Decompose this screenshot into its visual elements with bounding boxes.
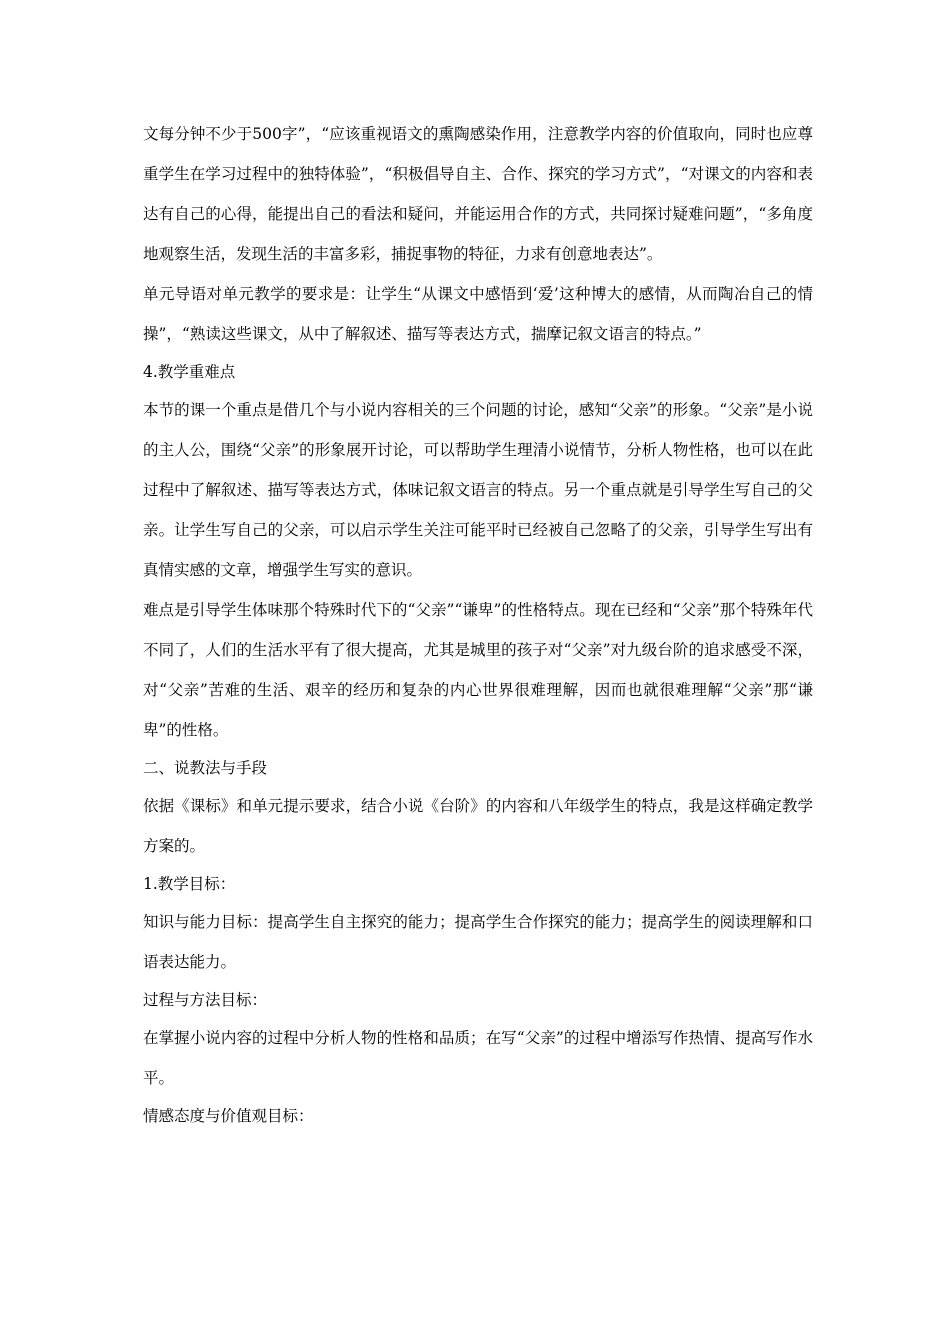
paragraph-teaching-plan-basis: 依据《课标》和单元提示要求，结合小说《台阶》的内容和八年级学生的特点，我是这样确定教学方案的。 [143, 797, 813, 855]
document-body [143, 114, 813, 1134]
heading-process-method-goals: 过程与方法目标： [143, 991, 268, 1009]
paragraph-reading-requirements: 文每分钟不少于500字”，“应该重视语文的熏陶感染作用，注意教学内容的价值取向，同时也应尊重学生在学习过程中的独特体验”，“积极倡导自主、合作、探究的学习方式”，“对课文的内容和表达有自己的心得，能提出自己的看法和疑问，并能运用合作的方式，共同探讨疑难问题”，“多角度地观察生活，发现生活的丰富多彩，捕捉事物的特征，力求有创意地表达”。 [143, 125, 813, 263]
paragraph-knowledge-ability-goals: 知识与能力目标：提高学生自主探究的能力；提高学生合作探究的能力；提高学生的阅读理解和口语表达能力。 [143, 913, 813, 971]
heading-key-difficult-points: 4.教学重难点 [143, 363, 236, 381]
heading-emotion-values-goals: 情感态度与价值观目标： [143, 1107, 314, 1125]
paragraph-unit-guide: 单元导语对单元教学的要求是：让学生“从课文中感悟到‘爱’这种博大的感情，从而陶冶自己的情操”，“熟读这些课文，从中了解叙述、描写等表达方式，揣摩记叙文语言的特点。” [143, 285, 813, 343]
paragraph-difficult-points: 难点是引导学生体味那个特殊时代下的“父亲”“谦卑”的性格特点。现在已经和“父亲”那个特殊年代不同了，人们的生活水平有了很大提高，尤其是城里的孩子对“父亲”对九级台阶的追求感受不深，对“父亲”苦难的生活、艰辛的经历和复杂的内心世界很难理解，因而也就很难理解“父亲”那“谦卑”的性格。 [143, 601, 813, 739]
heading-teaching-methods: 二、说教法与手段 [143, 759, 268, 777]
heading-teaching-objectives: 1.教学目标： [143, 875, 236, 893]
paragraph-key-points: 本节的课一个重点是借几个与小说内容相关的三个问题的讨论，感知“父亲”的形象。“父亲”是小说的主人公，围绕“父亲”的形象展开讨论，可以帮助学生理清小说情节，分析人物性格，也可以在此过程中了解叙述、描写等表达方式，体味记叙文语言的特点。另一个重点就是引导学生写自己的父亲。让学生写自己的父亲，可以启示学生关注可能平时已经被自己忽略了的父亲，引导学生写出有真情实感的文章，增强学生写实的意识。 [143, 401, 813, 579]
paragraph-process-method-goals: 在掌握小说内容的过程中分析人物的性格和品质；在写“父亲”的过程中增添写作热情、提高写作水平。 [143, 1029, 813, 1087]
